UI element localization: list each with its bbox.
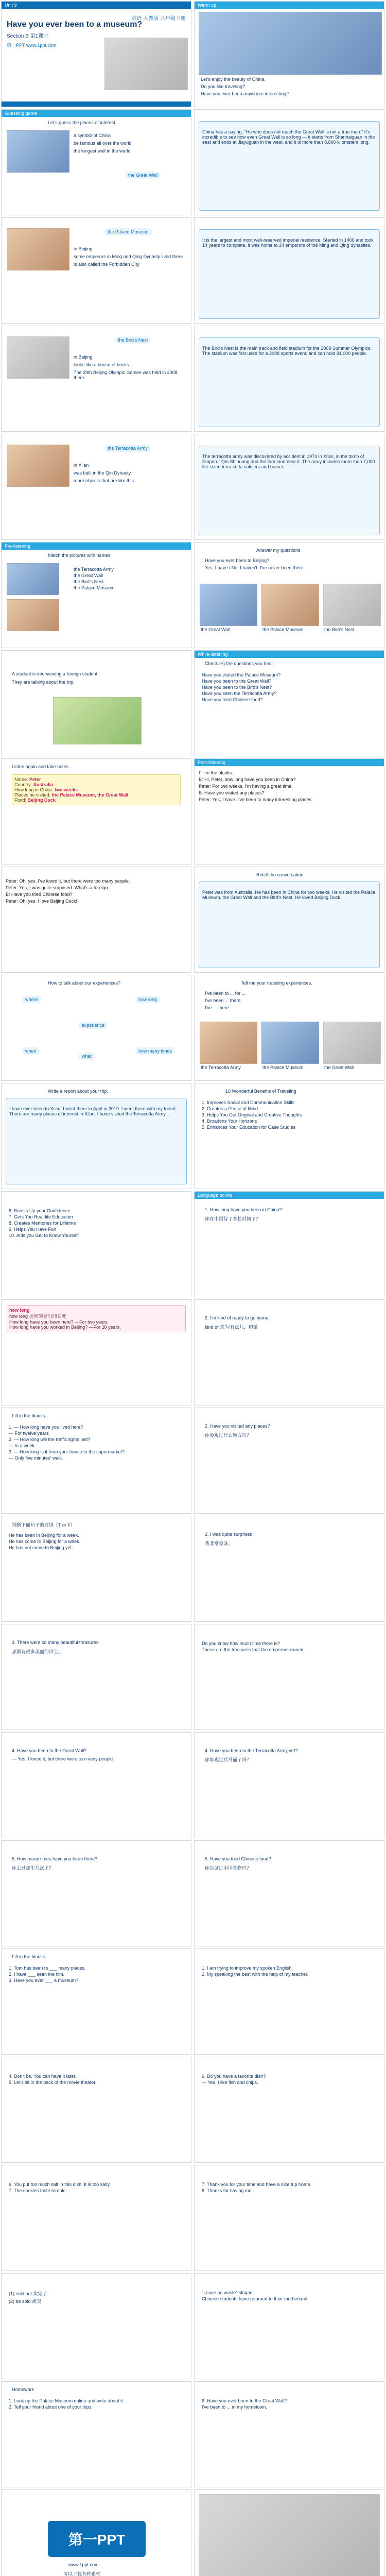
thank-item: 8. Thanks for having me. bbox=[202, 2188, 253, 2193]
write-trip-text: I have ever been to Xi'an. I went there in April in 2019. I went there with my friend. There are many places of interest in Xi'an. I have visited the Terracotta Army... bbox=[9, 1106, 177, 1116]
slide-header: Unit 9 bbox=[2, 2, 191, 9]
answer-photo-2 bbox=[261, 584, 319, 626]
mindmap-node: how many times bbox=[135, 1047, 175, 1055]
guess-clue-3: the longest wall in the world bbox=[74, 148, 131, 154]
cover-title: Have you ever been to a museum? bbox=[7, 20, 143, 29]
fill-value[interactable]: two weeks bbox=[55, 787, 78, 792]
guess-clue-1: a symbol of China bbox=[74, 133, 111, 138]
fill-key: How long in China bbox=[14, 787, 52, 792]
slide-great-wall-q bbox=[1, 1732, 191, 1838]
benefit-item: 5. Enhances Your Education for Case Studies bbox=[202, 1125, 296, 1130]
prelisten-list bbox=[74, 566, 184, 591]
three-note: 那里有很多美丽的珍宝。 bbox=[12, 1649, 63, 1654]
slide-birds-nest bbox=[1, 326, 191, 432]
dialogue-lines bbox=[6, 877, 187, 968]
fill-row: How long in China: two weeks bbox=[14, 787, 78, 792]
slide-surprise bbox=[194, 1516, 384, 1622]
fill-blank-item: — Only five minutes' walk. bbox=[9, 1455, 63, 1461]
post-line: B: Hi, Peter, how long have you been in China? bbox=[199, 777, 296, 782]
student-intro-line1: A student is interviewing a foreign student. bbox=[12, 671, 99, 676]
birds-nest-clue-1: in Beijing bbox=[74, 354, 93, 360]
cover-edition: 英语 人教版 八年级下册 bbox=[131, 16, 186, 22]
have-been-item: 4. Have you been to the Terracotta Army yet? bbox=[205, 1748, 298, 1753]
fill-row: Food: Beijing Duck bbox=[14, 798, 56, 803]
dialogue-line: Peter: Oh, yes. I love Beijing Duck! bbox=[6, 899, 78, 904]
slide-improve bbox=[194, 1948, 384, 2055]
fill-value[interactable]: Beijing Duck bbox=[27, 798, 56, 803]
chinese-food-note: 你尝试过中国食物吗？ bbox=[205, 1866, 252, 1871]
fill-blanks-list bbox=[9, 1423, 184, 1462]
slide-dont bbox=[1, 2057, 191, 2163]
greatwall-info-box bbox=[199, 121, 380, 211]
slide-bonus bbox=[194, 1299, 384, 1405]
logo-site[interactable]: www.1ppt.com bbox=[68, 2562, 99, 2567]
palace-info-box bbox=[199, 229, 380, 319]
slide-fill-table bbox=[1, 758, 191, 865]
terracotta-photo bbox=[7, 445, 69, 487]
slide-homework bbox=[1, 2381, 191, 2487]
mindmap-title: How to talk about our experiences? bbox=[48, 980, 121, 986]
fill-value[interactable]: Peter bbox=[29, 777, 41, 782]
footer-bar bbox=[2, 101, 191, 107]
warmup-photo bbox=[199, 12, 382, 75]
while-question[interactable]: Have you tried Chinese food? bbox=[202, 697, 263, 702]
fill-key: Country bbox=[14, 782, 31, 787]
slide-dont-waste bbox=[194, 2273, 384, 2379]
slide-chinese-food bbox=[194, 1840, 384, 1946]
palace-info-text: It is the largest and most well-reserved imperial residence. Started in 1406 and took 14 years to complete, it was home to 24 emperors of the Ming and Qing dynasties. bbox=[202, 238, 374, 248]
birds-nest-clue-2: looks like a house of bricks bbox=[74, 362, 129, 367]
answer-a1: Yes, I have./ No, I haven't. I've never been there. bbox=[205, 565, 305, 570]
slide-retell bbox=[194, 867, 384, 973]
exercise-title: Fill in the blanks. bbox=[12, 1954, 47, 1959]
translate-list bbox=[9, 1532, 184, 1551]
palace-answer[interactable]: the Palace Museum bbox=[104, 228, 152, 235]
retell-title: Retell the conversation bbox=[256, 872, 304, 877]
fill-blank-item: 3. — How long is it from your house to the supermarket? bbox=[9, 1449, 125, 1454]
sold-item: (2) be sold 被卖 bbox=[9, 2299, 42, 2304]
while-question[interactable]: Have you seen the Terracotta Army? bbox=[202, 691, 277, 696]
slide-favorite bbox=[194, 2057, 384, 2163]
prelisten-prompt: Match the pictures with names. bbox=[48, 553, 112, 558]
favorite-item: 6. Do you have a favorite dish? bbox=[202, 2074, 266, 2079]
slide-palace-intro bbox=[1, 217, 191, 324]
benefit-item: 10. Aids you Get to Know Yourself bbox=[9, 1233, 79, 1238]
benefit-item: 8. Creates Memories for Lifetime bbox=[9, 1221, 76, 1226]
slide-mindmap bbox=[1, 975, 191, 1081]
final-item: 9. Have you ever been to the Great Wall? bbox=[202, 2398, 287, 2403]
answer-q1: Have you ever been to Beijing? bbox=[205, 558, 270, 563]
student-intro-line2: They are talking about the trip. bbox=[12, 680, 75, 685]
your-trip-prompt: Tell me your traveling experiences. bbox=[241, 980, 312, 986]
slide-thank bbox=[194, 2165, 384, 2271]
your-trip-line: I've ... there bbox=[205, 1005, 229, 1010]
slide-header: While-listening bbox=[195, 651, 384, 658]
slide-benefits bbox=[194, 1083, 384, 1189]
slide-lp-table bbox=[1, 1299, 191, 1405]
slide-header: Post-listening bbox=[195, 759, 384, 766]
dont-item: 4. Don't be. You can have it later. bbox=[9, 2074, 77, 2079]
put-list bbox=[9, 2181, 184, 2194]
retell-box bbox=[199, 882, 380, 968]
improve-list bbox=[202, 1964, 377, 1978]
trip-photo-1 bbox=[200, 1022, 257, 1064]
lp-table-row: How long have you worked in Beijing? —For 10 years. bbox=[9, 1325, 121, 1330]
surprise-note: 我非常惊讶。 bbox=[205, 1541, 233, 1546]
post-line: Peter: Yes, I have. I've been to many interesting places. bbox=[199, 797, 313, 802]
terracotta-clue-1: in Xi'an bbox=[74, 463, 89, 468]
while-question[interactable]: Have you visited the Palace Museum? bbox=[202, 672, 281, 677]
slide-dialogue bbox=[1, 867, 191, 973]
put-item: 6. You put too much salt in this dish. It is too salty. bbox=[9, 2182, 111, 2187]
post-listen-lines bbox=[199, 769, 380, 860]
benefit-item: 1. Improves Social and Communication Skills bbox=[202, 1100, 295, 1105]
guess-answer[interactable]: the Great Wall bbox=[125, 172, 161, 179]
palace-clue-2: some emperors in Ming and Qing Dynasty lived there bbox=[74, 254, 183, 259]
answer-caption-3: the Bird's Nest bbox=[324, 627, 355, 632]
homework-title: Homework bbox=[12, 2387, 34, 2392]
prelisten-item[interactable]: the Bird's Nest bbox=[74, 579, 104, 584]
palace-clue-1: in Beijing bbox=[74, 246, 93, 251]
mindmap-node: when bbox=[22, 1047, 40, 1055]
logo-note: 可以下载各种素材 bbox=[63, 2571, 101, 2576]
slide-exercise bbox=[1, 1948, 191, 2055]
mindmap-node: how long bbox=[135, 996, 160, 1003]
write-trip-title: Write a report about your trip. bbox=[48, 1089, 108, 1094]
slide-put bbox=[1, 2165, 191, 2271]
cover-url[interactable]: 第一PPT www.1ppt.com bbox=[7, 43, 57, 48]
birds-nest-clue-3: The 29th Beijing Olympic Games was held in 2008 there. bbox=[74, 370, 178, 380]
post-line: Peter: For two weeks. I'm having a great time. bbox=[199, 784, 293, 789]
answer-caption-2: the Palace Museum bbox=[262, 627, 304, 632]
slide-while-listening bbox=[194, 650, 384, 756]
write-trip-box bbox=[6, 1098, 187, 1184]
lp-table-box bbox=[7, 1305, 186, 1332]
post-line: Fill in the blanks. bbox=[199, 770, 234, 775]
great-wall-q-answer: — Yes, I loved it, but there were too many people. bbox=[12, 1756, 114, 1761]
final-item: I've been to ... in my hometown. bbox=[202, 2404, 267, 2410]
lp-table-row: how long 提问的是时间长度 bbox=[9, 1314, 66, 1319]
prelisten-photo-2 bbox=[7, 599, 59, 631]
benefits2-list bbox=[9, 1207, 184, 1239]
slide-five bbox=[1, 1840, 191, 1946]
post-line: B: Have you visited any places? bbox=[199, 790, 265, 795]
slide-have-you bbox=[194, 1408, 384, 1514]
slide-three bbox=[1, 1624, 191, 1730]
while-prompt: Check (√) the questions you hear. bbox=[205, 661, 274, 666]
slide-fill-blanks bbox=[1, 1408, 191, 1514]
have-you-item: 2. Have you visited any places? bbox=[205, 1423, 270, 1429]
warmup-line2: Do you like traveling? bbox=[201, 84, 245, 89]
translate-item: He has not come to Beijing yet. bbox=[9, 1545, 73, 1550]
guess-clue-2: be famous all over the world bbox=[74, 141, 132, 146]
slide-header: Language points bbox=[195, 1192, 384, 1199]
lp-table-row: How long have you been here? —For two years. bbox=[9, 1319, 109, 1325]
dialogue-line: B: Have you tried Chinese food? bbox=[6, 892, 73, 897]
answer-photo-1 bbox=[200, 584, 257, 626]
slide-answer-questions bbox=[194, 542, 384, 648]
slide-cover bbox=[1, 1, 191, 107]
past-list bbox=[202, 1640, 377, 1653]
benefit-item: 6. Boosts Up your Confidence bbox=[9, 1208, 71, 1213]
placeholder-panel bbox=[199, 2494, 380, 2576]
mindmap-node: where bbox=[22, 996, 41, 1003]
slide-have-been bbox=[194, 1732, 384, 1838]
slide-past bbox=[194, 1624, 384, 1730]
exercise-item: 2. I have ___ seen the film. bbox=[9, 1972, 65, 1977]
dialogue-line: Peter: Oh, yes. I've loved it, but there were too many people. bbox=[6, 878, 130, 884]
dont-waste-item: "Leave no waste" slogan bbox=[202, 2290, 253, 2295]
answer-prompt: Answer my questions bbox=[256, 548, 301, 553]
prelisten-photo-1 bbox=[7, 563, 59, 595]
slide-header: Warm up bbox=[195, 2, 384, 9]
warmup-line1: Let's enjoy the beauty of China. bbox=[201, 77, 266, 82]
slide-logo bbox=[1, 2489, 191, 2576]
slide-guess bbox=[1, 109, 191, 215]
fill-key: Name bbox=[14, 777, 27, 782]
dont-waste-list bbox=[202, 2289, 377, 2302]
favorite-item: — Yes, I like fish and chips. bbox=[202, 2080, 258, 2085]
greatwall-photo bbox=[7, 130, 69, 173]
fill-blank-item: 2. — How long will the traffic lights last? bbox=[9, 1437, 91, 1442]
thank-item: 7. Thank you for your time and have a nice trip home. bbox=[202, 2182, 311, 2187]
slide-language bbox=[194, 1191, 384, 1297]
student-illustration bbox=[53, 697, 142, 744]
slide-post-listen bbox=[194, 758, 384, 865]
while-question-list bbox=[202, 671, 377, 703]
slide-sold bbox=[1, 2273, 191, 2379]
fill-row: Name: Peter bbox=[14, 777, 41, 782]
dialogue-line: Peter: Yes, I was quite surprised. What's a foreign... bbox=[6, 885, 112, 890]
benefit-item: 3. Helps You Get Original and Creative Thoughts bbox=[202, 1112, 302, 1117]
bonus-note: kind of 意为'有点儿，稍微' bbox=[205, 1325, 259, 1330]
fill-key: Places he visited bbox=[14, 792, 49, 798]
homework-item: 1. Look up the Palace Museum online and write about it. bbox=[9, 2398, 125, 2403]
homework-list bbox=[9, 2397, 184, 2411]
cover-section: Section B 第1课时 bbox=[7, 33, 49, 39]
dont-list bbox=[9, 2073, 184, 2086]
slide-header: Guessing game bbox=[2, 110, 191, 117]
retell-text: Peter was from Australia. He has been in China for two weeks. He visited the Palace Museum, the Great Wall and the Bird's Nest. He loved Beijing Duck. bbox=[202, 890, 376, 900]
birds-nest-info-text: The Bird's Nest is the main track and field stadium for the 2008 Summer Olympics. The stadium was first used for a 2008 sports event, and can hold 91,000 people. bbox=[202, 346, 372, 356]
fill-value[interactable]: the Palace Museum, the Great Wall bbox=[51, 792, 129, 798]
birds-nest-photo bbox=[7, 336, 69, 379]
trip-caption-1: the Terracotta Army bbox=[201, 1065, 241, 1070]
benefit-item: 7. Gets You Real-life Education bbox=[9, 1214, 73, 1219]
slide-terracotta-info bbox=[194, 434, 384, 540]
sold-list bbox=[9, 2289, 184, 2306]
prelisten-item[interactable]: the Terracotta Army bbox=[74, 567, 114, 572]
dont-waste-item: Chinese students have returned to their motherland. bbox=[202, 2296, 309, 2301]
guess-prompt: Let's guess the places of interest. bbox=[48, 120, 117, 125]
exercise-item: 1. Tom has been to ___ many places. bbox=[9, 1965, 86, 1971]
slide-palace-info bbox=[194, 217, 384, 324]
five-item: 5. How many times have you been there? bbox=[12, 1856, 98, 1861]
slide-student-intro bbox=[1, 650, 191, 756]
great-wall-q-item: 4. Have you been to the Great Wall? bbox=[12, 1748, 87, 1753]
fill-blanks-title: Fill in the blanks. bbox=[12, 1413, 47, 1418]
slide-your-trip bbox=[194, 975, 384, 1081]
fill-table-prompt: Listen again and take notes. bbox=[12, 764, 70, 769]
terracotta-answer[interactable]: the Terracotta Army bbox=[104, 445, 151, 452]
slide-final bbox=[194, 2381, 384, 2487]
past-item: Those are the treasures that the emperors owned. bbox=[202, 1647, 305, 1652]
surprise-item: 3. I was quite surprised. bbox=[205, 1532, 254, 1537]
benefits-list bbox=[202, 1099, 377, 1131]
benefits-title: 10 Wonderful Benefits of Traveling bbox=[225, 1089, 296, 1094]
while-question[interactable]: Have you been to the Great Wall? bbox=[202, 679, 272, 684]
mindmap-center: experience bbox=[79, 1022, 108, 1029]
have-you-note: 你参观过什么地方吗？ bbox=[205, 1433, 252, 1438]
bonus-item: 2. I'm kind of ready to go home. bbox=[205, 1315, 270, 1320]
warmup-line3: Have you ever been anywhere interesting? bbox=[201, 91, 289, 96]
three-item: 3. There were so many beautiful treasures. bbox=[12, 1640, 100, 1645]
your-trip-line: I've been ... there bbox=[205, 998, 241, 1003]
sold-item: (1) sold out 卖完了 bbox=[9, 2291, 47, 2296]
five-note: 你去过那里几次了？ bbox=[12, 1866, 54, 1871]
prelisten-item[interactable]: the Great Wall bbox=[74, 573, 103, 578]
favorite-list bbox=[202, 2073, 377, 2086]
put-item: 7. The cookies taste terrible. bbox=[9, 2188, 67, 2193]
terracotta-clue-3: more objects that are like this bbox=[74, 478, 134, 483]
your-trip-line: I've been to ... for ... bbox=[205, 991, 246, 996]
slide-header: Pre-listening bbox=[2, 543, 191, 550]
translate-title: 判断下面句子的对错（T or F） bbox=[12, 1522, 75, 1528]
chinese-food-item: 5. Have you tried Chinese food? bbox=[205, 1856, 271, 1861]
translate-item: He has come to Beijing for a week. bbox=[9, 1539, 81, 1544]
slide-terracotta bbox=[1, 434, 191, 540]
fill-blank-item: — In a week. bbox=[9, 1443, 36, 1448]
fill-key: Food bbox=[14, 798, 25, 803]
site-logo[interactable]: 第一PPT bbox=[48, 2521, 146, 2557]
benefit-item: 4. Broadens Your Horizons bbox=[202, 1118, 257, 1124]
trip-caption-3: the Great Wall bbox=[324, 1065, 354, 1070]
answer-photo-3 bbox=[323, 584, 381, 626]
slide-translate bbox=[1, 1516, 191, 1622]
terracotta-info-box bbox=[199, 446, 380, 535]
cover-illustration bbox=[104, 38, 188, 90]
benefit-item: 9. Helps You Have Fun bbox=[9, 1227, 57, 1232]
slide-prelisten bbox=[1, 542, 191, 648]
trip-photo-3 bbox=[323, 1022, 381, 1064]
palace-clue-3: is also called the Forbidden City bbox=[74, 262, 139, 267]
benefit-item: 2. Creates a Peace of Mind bbox=[202, 1106, 258, 1111]
have-been-note: 你参观过兵马俑了吗？ bbox=[205, 1757, 252, 1762]
exercise-list bbox=[9, 1964, 184, 1984]
thank-list bbox=[202, 2181, 377, 2194]
trip-caption-2: the Palace Museum bbox=[262, 1065, 304, 1070]
palace-photo bbox=[7, 228, 69, 270]
improve-item: 1. I am trying to improve my spoken English. bbox=[202, 1965, 293, 1971]
language-item: 1. How long have you been in China? bbox=[205, 1207, 282, 1212]
fill-table-box bbox=[12, 774, 181, 805]
greatwall-info-text: China has a saying, "He who does not reach the Great Wall is not a true man." It's incredible to see how even Great Wall is so long — it starts from Shanhaiguan in the east and ends at Jiayuguan in the west, and it is more than 8,800 kilometers long. bbox=[202, 129, 375, 145]
slide-birds-nest-info bbox=[194, 326, 384, 432]
slide-warmup bbox=[194, 1, 384, 107]
mindmap-node: what bbox=[79, 1053, 95, 1060]
dont-item: 5. Let's sit in the back of the movie theater. bbox=[9, 2080, 97, 2085]
birds-nest-info-box bbox=[199, 337, 380, 427]
slide-greatwall-info bbox=[194, 109, 384, 215]
improve-item: 2. My speaking the best with the help of my teacher. bbox=[202, 1972, 309, 1977]
homework-item: 2. Tell your friend about one of your trips. bbox=[9, 2404, 93, 2410]
language-note: 你在中国待了多长时间了？ bbox=[205, 1216, 261, 1222]
slide-write-trip bbox=[1, 1083, 191, 1189]
fill-blank-item: — For twelve years. bbox=[9, 1431, 50, 1436]
past-item: Do you know how much time there is? bbox=[202, 1641, 280, 1646]
trip-photo-2 bbox=[261, 1022, 319, 1064]
lp-table-title: how long bbox=[9, 1308, 30, 1313]
birds-nest-answer[interactable]: the Bird's Nest bbox=[115, 336, 151, 344]
prelisten-item[interactable]: the Palace Museum bbox=[74, 585, 115, 590]
while-question[interactable]: Have you been to the Bird's Nest? bbox=[202, 685, 272, 690]
fill-row: Country: Australia bbox=[14, 782, 54, 787]
fill-row: Places he visited: the Palace Museum, the Great Wall bbox=[14, 792, 129, 798]
final-list bbox=[202, 2397, 377, 2411]
slide-benefits-2 bbox=[1, 1191, 191, 1297]
terracotta-info-text: The terracotta army was discovered by accident in 1974 in Xi'an, in the tomb of Emperor Qin Shihuang and the farmland near it. The army includes more than 7,000 life-sized terra cotta soldiers and horses. bbox=[202, 454, 375, 469]
exercise-item: 3. Have you ever ___ a museum? bbox=[9, 1978, 79, 1983]
fill-value[interactable]: Australia bbox=[33, 782, 54, 787]
fill-blank-item: 1. — How long have you lived here? bbox=[9, 1425, 83, 1430]
answer-caption-1: the Great Wall bbox=[201, 627, 231, 632]
translate-item: He has been in Beijing for a week. bbox=[9, 1533, 79, 1538]
terracotta-clue-2: was built in the Qin Dynasty bbox=[74, 470, 131, 476]
slide-blank bbox=[194, 2489, 384, 2576]
